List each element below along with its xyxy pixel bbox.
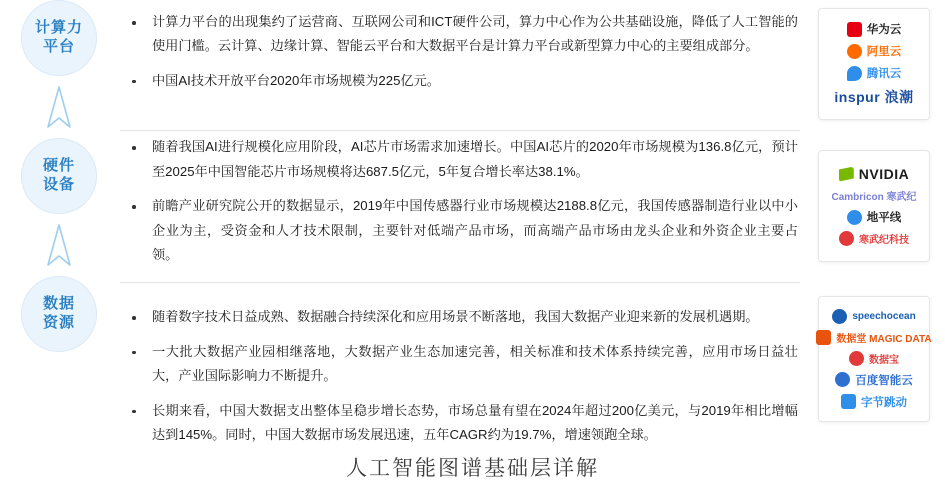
tencent-cloud-icon [847,66,862,81]
content-block-data-resource [120,299,800,453]
list-item: 前瞻产业研究院公开的数据显示，2019年中国传感器行业市场规模达2188.8亿元，我国传感器制造行业以中小企业为主，受资金和人才技术限制，主要针对低端产品市场，而高端产品市场由龙头企业和外资企业主要占领。 [120,194,798,267]
node-label-line2: 设备 [42,176,75,193]
node-label-line1: 硬件 [42,157,75,175]
left-rail [0,0,118,450]
logo-row [825,228,923,249]
node-label-line1: 数据 [42,295,75,313]
logo-label: 华为云 [866,24,902,36]
content-blocks [120,0,800,453]
logo-label: speechocean [852,310,916,322]
list-item: 计算力平台的出现集约了运营商、互联网公司和ICT硬件公司，算力中心作为公共基础设施，降低了人工智能的使用门槛。云计算、边缘计算、智能云平台和大数据平台是计算力平台或新型算力中心的主要组成部分。 [120,10,798,59]
logo-label: 百度智能云 [855,374,913,387]
logo-row [825,40,923,62]
arrow-2 [46,214,72,276]
logo-card-computing-platform [818,8,930,120]
page-title: 人工智能图谱基础层详解 [346,456,599,480]
bullet-list [120,305,798,447]
bullet-list [120,10,798,93]
logo-card-data-resource [818,296,930,422]
content-block-computing-platform [120,4,800,99]
horizon-robotics-icon [847,210,862,225]
logo-row [825,185,923,206]
logo-label: 腾讯云 [866,68,902,80]
logo-row [825,84,923,110]
logo-label: 阿里云 [866,46,902,58]
logo-label: 地平线 [866,212,902,224]
logo-row [825,163,923,185]
logo-label: 字节跳动 [861,396,907,409]
alibaba-cloud-icon [847,44,862,59]
node-computing-platform[interactable] [21,0,97,76]
huawei-cloud-icon [847,22,862,37]
logo-row [825,18,923,40]
logo-card-hardware-device [818,150,930,262]
logo-row [825,391,923,413]
chip-company-icon [839,231,854,246]
logo-label: 数据宝 [869,354,899,366]
logo-label: 数据堂 MAGIC DATA [836,333,932,345]
nvidia-icon [839,167,854,182]
list-item: 一大批大数据产业园相继落地，大数据产业生态加速完善，相关标准和技术体系持续完善，应用市场日益壮大，产业国际影响力不断提升。 [120,340,798,389]
bullet-list [120,135,798,267]
list-item: 中国AI技术开放平台2020年市场规模为225亿元。 [120,69,798,93]
node-data-resource[interactable] [21,276,97,352]
logo-label: 寒武纪科技 [859,235,909,246]
node-label-line2: 平台 [42,38,75,55]
node-label-line2: 资源 [42,314,75,331]
logo-row [825,206,923,228]
magic-data-icon [816,330,831,345]
arrow-1 [46,76,72,138]
logo-row [825,306,923,327]
shujubao-icon [849,351,864,366]
logo-row [825,348,923,369]
logo-row [825,327,932,348]
logo-row [825,62,923,84]
node-label-line1: 计算力 [34,19,83,37]
list-item: 随着我国AI进行规模化应用阶段，AI芯片市场需求加速增长。中国AI芯片的2020年市场规模为136.8亿元，预计至2025年中国智能芯片市场规模将达687.5亿元，5年复合增长率达38.1%。 [120,135,798,184]
bytedance-icon [841,394,856,409]
speechocean-icon [832,309,847,324]
node-hardware-device[interactable] [21,138,97,214]
logo-label: NVIDIA [858,166,910,182]
baidu-cloud-icon [835,372,850,387]
content-block-hardware-device [120,129,800,273]
inspur-icon: inspur 浪潮 [834,89,914,105]
list-item: 长期来看，中国大数据支出整体呈稳步增长态势，市场总量有望在2024年超过200亿美元，与2019年相比增幅达到145%。同时，中国大数据市场发展迅速，五年CAGR约为19.7%，增速领跑全球。 [120,399,798,448]
logo-row [825,369,923,391]
up-arrow-icon [46,223,72,267]
list-item: 随着数字技术日益成熟、数据融合持续深化和应用场景不断落地，我国大数据产业迎来新的发展机遇期。 [120,305,798,329]
cambricon-icon: Cambricon 寒武纪 [831,192,917,203]
up-arrow-icon [46,85,72,129]
